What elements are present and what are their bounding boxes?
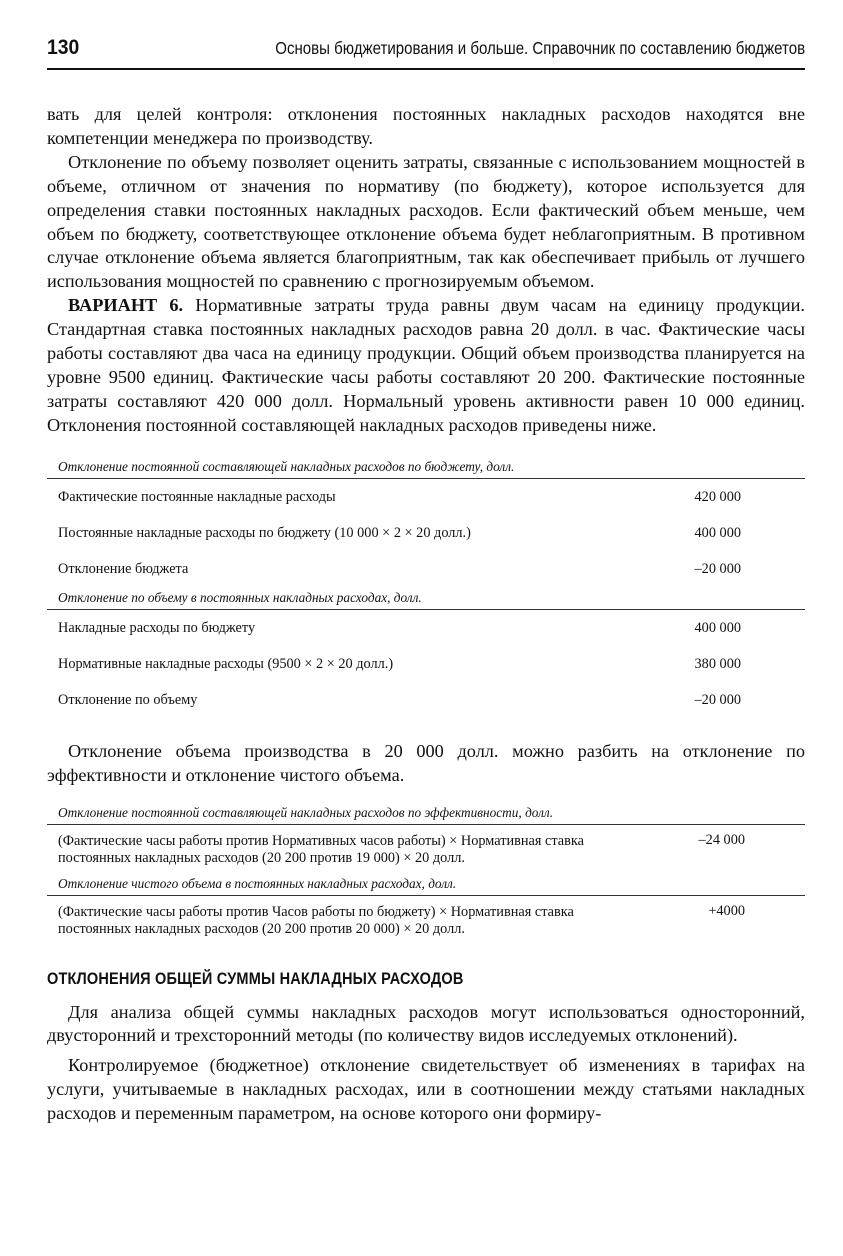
row-value: +4000 (708, 902, 745, 919)
row-label: Отклонение по объему (58, 691, 198, 708)
row-label: (Фактические часы работы против Часов работы по бюджету) × Нормативная ставка постоянных накладных расходов (20 200 против 20 000) × 20 долл. (58, 903, 574, 937)
row-label: Отклонение бюджета (58, 560, 189, 577)
efficiency-variance-table (47, 802, 805, 944)
paragraph-volume-variance: Отклонение по объему позволяет оценить затраты, связанные с использованием мощностей в объеме, отличном от значения по нормативу (по бюджету), которое используется для определения ставки постоянных накладных расходов. Если фактический объем меньше, чем объем по бюджету, соответствующее отклонение объема будет неблагоприятным. В противном случае отклонение объема является благоприятным, так как обеспечивает прибыль от лучшего использования мощностей по сравнению с прогнозируемым объемом. (47, 151, 805, 292)
paragraph-variant-6 (47, 294, 805, 437)
fixed-overhead-variance-table (47, 456, 805, 718)
paragraph-total-overhead-methods: Для анализа общей суммы накладных расходов могут использоваться односторонний, двусторонний и трехсторонний методы (по количеству видов исследуемых отклонений). (47, 1001, 805, 1046)
net-volume-variance-section-title: Отклонение чистого объема в постоянных накладных расходах, долл. (47, 873, 805, 896)
paragraph-controllable-variance: Контролируемое (бюджетное) отклонение свидетельствует об изменениях в тарифах на услуги, учитываемые в накладных расходах, или в соотношении между статьями накладных расходов и переменным параметром, на основе которого они формиру- (47, 1055, 805, 1124)
row-value: 400 000 (694, 619, 741, 636)
page-header (47, 36, 805, 70)
paragraph-continuation: вать для целей контроля: отклонения постоянных накладных расходов находятся вне компетенции менеджера по производству. (47, 104, 805, 148)
row-label: Фактические постоянные накладные расходы (58, 488, 336, 505)
volume-variance-section-title: Отклонение по объему в постоянных накладных расходах, долл. (47, 587, 805, 610)
row-value: –20 000 (694, 560, 741, 577)
paragraph-volume-split: Отклонение объема производства в 20 000 долл. можно разбить на отклонение по эффективности и отклонение чистого объема. (47, 740, 805, 785)
page-number: 130 (47, 36, 80, 59)
page-body (47, 103, 805, 1126)
section-heading: ОТКЛОНЕНИЯ ОБЩЕЙ СУММЫ НАКЛАДНЫХ РАСХОДОВ (47, 969, 464, 988)
row-value: –20 000 (694, 691, 741, 708)
row-label: Накладные расходы по бюджету (58, 619, 256, 636)
table-row (47, 682, 805, 718)
row-value: –24 000 (698, 831, 745, 848)
row-label: Постоянные накладные расходы по бюджету (10 000 × 2 × 20 долл.) (58, 524, 471, 541)
row-value: 420 000 (694, 488, 741, 505)
row-value: 400 000 (694, 524, 741, 541)
row-value: 380 000 (694, 655, 741, 672)
running-title: Основы бюджетирования и больше. Справочник по составлению бюджетов (275, 38, 805, 58)
row-label: Нормативные накладные расходы (9500 × 2 × 20 долл.) (58, 655, 394, 672)
table-row (47, 551, 805, 587)
table-row (47, 825, 805, 873)
budget-variance-section-title: Отклонение постоянной составляющей накладных расходов по бюджету, долл. (47, 456, 805, 479)
variant-text: Нормативные затраты труда равны двум часам на единицу продукции. Стандартная ставка постоянных накладных расходов равна 20 долл. в час. Фактические часы работы составляют два часа на единицу продукции. Общий объем производства планируется на уровне 9500 единиц. Фактические часы работы составляют 20 200. Фактические постоянные затраты составляют 420 000 долл. Нормальный уровень активности равен 10 000 единиц. Отклонения постоянной составляющей накладных расходов приведены ниже. (47, 295, 805, 435)
table-row (47, 646, 805, 682)
table-row (47, 515, 805, 551)
variant-label: ВАРИАНТ 6. (68, 295, 184, 316)
row-label: (Фактические часы работы против Нормативных часов работы) × Нормативная ставка постоянных накладных расходов (20 200 против 19 000) × 20 долл. (58, 832, 584, 866)
table-row (47, 610, 805, 646)
efficiency-variance-section-title: Отклонение постоянной составляющей накладных расходов по эффективности, долл. (47, 802, 805, 825)
table-row (47, 896, 805, 944)
table-row (47, 479, 805, 515)
